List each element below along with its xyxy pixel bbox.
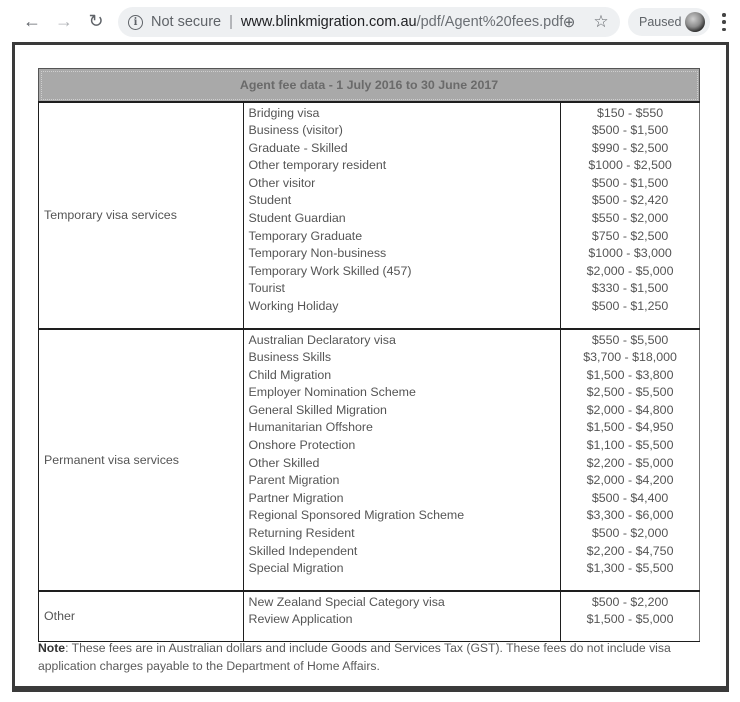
fee-range: $3,700 - $18,000 (583, 350, 677, 365)
footnote (38, 640, 708, 675)
services-cell (243, 102, 561, 329)
service-name: General Skilled Migration (248, 402, 387, 417)
service-name: Child Migration (248, 367, 332, 382)
service-name: Temporary Work Skilled (457) (248, 263, 412, 278)
address-bar[interactable] (118, 7, 620, 37)
note-text: : These fees are in Australian dollars and include Goods and Services Tax (GST). These fees do not include visa application charges payable to the Department of Home Affairs. (38, 641, 671, 673)
fee-range: $2,000 - $4,800 (586, 402, 674, 417)
fee-range: $550 - $2,000 (591, 211, 669, 226)
fee-range: $500 - $2,420 (591, 193, 669, 208)
service-name: Bridging visa (248, 105, 320, 120)
fee-range: $500 - $4,400 (591, 490, 669, 505)
service-name: Tourist (248, 281, 285, 296)
fee-range: $330 - $1,500 (591, 281, 669, 296)
category-cell: Temporary visa services (39, 102, 244, 329)
fee-range: $2,000 - $5,000 (586, 263, 674, 278)
service-name: Skilled Independent (248, 543, 358, 558)
service-name: Regional Sponsored Migration Scheme (248, 508, 465, 523)
fee-range: $2,200 - $5,000 (586, 455, 674, 470)
fee-range: $3,300 - $6,000 (586, 508, 674, 523)
service-name: Onshore Protection (248, 438, 356, 453)
info-icon[interactable]: i (128, 15, 143, 30)
fee-range: $550 - $5,500 (591, 332, 669, 347)
fee-range: $150 - $550 (597, 105, 664, 120)
service-name: Temporary Non-business (248, 246, 387, 261)
fee-range: $500 - $2,200 (591, 594, 669, 609)
fee-range: $500 - $2,000 (591, 526, 669, 541)
category-cell: Other (39, 591, 244, 642)
fee-range: $1,500 - $5,000 (586, 612, 674, 627)
fee-range: $500 - $1,250 (591, 299, 669, 314)
service-name: Humanitarian Offshore (248, 420, 373, 435)
url-path: /pdf/Agent%20fees.pdf (416, 14, 564, 30)
browser-toolbar (0, 0, 740, 42)
service-name: Other visitor (248, 175, 316, 190)
service-name: Graduate - Skilled (248, 140, 348, 155)
service-name: Returning Resident (248, 526, 355, 541)
service-name: Special Migration (248, 561, 344, 576)
pdf-page (12, 42, 729, 692)
table-row (39, 329, 700, 591)
service-name: Other temporary resident (248, 158, 387, 173)
zoom-icon[interactable]: ⊕ (562, 14, 576, 31)
service-name: Other Skilled (248, 455, 320, 470)
fee-range: $2,200 - $4,750 (586, 543, 674, 558)
service-name: Business Skills (248, 350, 332, 365)
fee-range: $2,500 - $5,500 (586, 385, 674, 400)
fee-range: $1000 - $2,500 (588, 158, 672, 173)
fee-range: $500 - $1,500 (591, 175, 669, 190)
fee-range: $1,500 - $4,950 (586, 420, 674, 435)
fee-range: $1000 - $3,000 (588, 246, 672, 261)
service-name: Student (248, 193, 292, 208)
bookmark-star-icon[interactable]: ☆ (593, 12, 609, 31)
table-row (39, 591, 700, 642)
table-row (39, 102, 700, 329)
forward-arrow-icon[interactable]: → (55, 10, 73, 31)
service-name: Parent Migration (248, 473, 340, 488)
profile-status-label: Paused (639, 15, 682, 29)
profile-button[interactable] (628, 8, 710, 36)
fee-range: $2,000 - $4,200 (586, 473, 674, 488)
fees-cell (561, 102, 700, 329)
fees-cell (561, 329, 700, 591)
url-host: www.blinkmigration.com.au (240, 14, 417, 30)
services-cell (243, 591, 561, 642)
services-cell (243, 329, 561, 591)
category-cell: Permanent visa services (39, 329, 244, 591)
fees-cell (561, 591, 700, 642)
service-name: Employer Nomination Scheme (248, 385, 416, 400)
service-name: Partner Migration (248, 490, 344, 505)
fee-range: $750 - $2,500 (591, 228, 669, 243)
fee-range: $1,500 - $3,800 (586, 367, 674, 382)
service-name: Temporary Graduate (248, 228, 363, 243)
security-label: Not secure (151, 14, 222, 30)
service-name: Review Application (248, 612, 353, 627)
kebab-menu-icon[interactable] (719, 10, 729, 34)
service-name: Business (visitor) (248, 123, 343, 138)
service-name: Australian Declaratory visa (248, 332, 396, 347)
service-name: Working Holiday (248, 299, 339, 314)
agent-fee-table (38, 68, 700, 642)
fee-range: $500 - $1,500 (591, 123, 669, 138)
fee-range: $1,300 - $5,500 (586, 561, 674, 576)
service-name: New Zealand Special Category visa (248, 594, 445, 609)
fee-range: $990 - $2,500 (591, 140, 669, 155)
back-arrow-icon[interactable]: ← (23, 10, 41, 31)
service-name: Student Guardian (248, 211, 346, 226)
note-label: Note (38, 641, 66, 655)
reload-icon[interactable]: ↻ (88, 10, 104, 31)
table-title: Agent fee data - 1 July 2016 to 30 June 2017 (39, 69, 700, 102)
fee-range: $1,100 - $5,500 (586, 438, 674, 453)
url-separator: | (229, 14, 233, 30)
avatar (685, 12, 705, 32)
